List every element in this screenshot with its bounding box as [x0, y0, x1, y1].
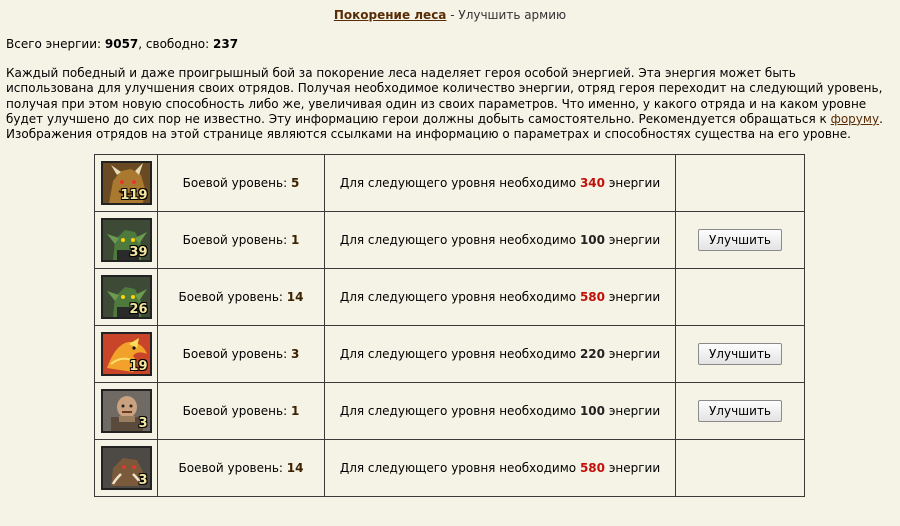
upgrade-button[interactable]: Улучшить: [698, 229, 782, 251]
page-subtitle: Улучшить армию: [458, 8, 567, 22]
level-label: Боевой уровень:: [182, 347, 291, 361]
level-label: Боевой уровень:: [182, 176, 291, 190]
unit-action-cell: [676, 155, 805, 212]
energy-total-value: 9057: [104, 37, 139, 51]
unit-row: [95, 326, 805, 383]
unit-row: [95, 212, 805, 269]
level-label: Боевой уровень:: [178, 290, 287, 304]
unit-portrait-cell: [95, 269, 158, 326]
upgrade-button[interactable]: Улучшить: [698, 343, 782, 365]
requirement-prefix: Для следующего уровня необходимо: [339, 404, 580, 418]
unit-level-cell: [158, 383, 325, 440]
unit-count: 26: [129, 302, 148, 317]
requirement-suffix: энергии: [605, 176, 661, 190]
unit-level-cell: [158, 440, 325, 497]
requirement-suffix: энергии: [605, 347, 661, 361]
energy-total-label: Всего энергии:: [6, 37, 105, 51]
unit-count: 3: [138, 473, 148, 488]
description-part-2: . Изображения отрядов на этой странице являются ссылками на информацию о параметрах и способностях существа на его уровне.: [6, 111, 883, 142]
unit-action-cell: [676, 440, 805, 497]
unit-count: 3: [138, 416, 148, 431]
units-table: [94, 154, 805, 497]
description-text: [6, 66, 886, 142]
required-energy: 100: [579, 233, 605, 247]
unit-portrait-cell: [95, 155, 158, 212]
description-part-1: Каждый победный и даже проигрышный бой за покорение леса наделяет героя особой энергией. Эта энергия может быть использована для улучшения своих отрядов. Получая необходимое количество энергии, отряд героя переходит на следующий уровень, получая при этом новую способность либо же, увеличивая один из своих параметров. Что именно, у какого отряда и на каком уровне будет улучшено до сих пор не известно. Эту информацию герои должны добыть самостоятельно. Рекомендуется обращаться к: [6, 66, 883, 126]
unit-portrait-link[interactable]: [101, 161, 152, 205]
level-value: 5: [290, 176, 300, 190]
unit-row: [95, 155, 805, 212]
unit-requirement-cell: [325, 326, 676, 383]
requirement-prefix: Для следующего уровня необходимо: [339, 176, 580, 190]
requirement-suffix: энергии: [605, 290, 661, 304]
unit-portrait-link[interactable]: [101, 332, 152, 376]
unit-portrait-cell: [95, 212, 158, 269]
location-link[interactable]: Покорение леса: [333, 8, 447, 22]
requirement-suffix: энергии: [605, 233, 661, 247]
unit-portrait-link[interactable]: [101, 218, 152, 262]
unit-portrait-cell: [95, 440, 158, 497]
unit-level-cell: [158, 212, 325, 269]
requirement-prefix: Для следующего уровня необходимо: [339, 347, 580, 361]
unit-row: [95, 440, 805, 497]
requirement-prefix: Для следующего уровня необходимо: [339, 290, 580, 304]
unit-level-cell: [158, 269, 325, 326]
unit-row: [95, 383, 805, 440]
unit-count: 119: [120, 188, 148, 203]
level-value: 14: [286, 290, 304, 304]
unit-action-cell: [676, 212, 805, 269]
requirement-prefix: Для следующего уровня необходимо: [339, 233, 580, 247]
unit-action-cell: [676, 269, 805, 326]
upgrade-button[interactable]: Улучшить: [698, 400, 782, 422]
required-energy: 340: [579, 176, 605, 190]
level-value: 3: [290, 347, 300, 361]
unit-requirement-cell: [325, 269, 676, 326]
unit-portrait-link[interactable]: [101, 275, 152, 319]
requirement-suffix: энергии: [605, 404, 661, 418]
unit-count: 39: [129, 245, 148, 260]
energy-free-label: , свободно:: [138, 37, 214, 51]
level-value: 14: [286, 461, 304, 475]
unit-requirement-cell: [325, 212, 676, 269]
forum-link[interactable]: форуму: [830, 111, 880, 126]
unit-portrait-cell: [95, 383, 158, 440]
energy-free-value: 237: [213, 37, 239, 51]
energy-summary: [6, 37, 238, 51]
unit-portrait-link[interactable]: [101, 389, 152, 433]
unit-portrait-link[interactable]: [101, 446, 152, 490]
required-energy: 220: [579, 347, 605, 361]
page-header: [0, 7, 900, 23]
required-energy: 580: [579, 461, 605, 475]
level-label: Боевой уровень:: [182, 404, 291, 418]
unit-action-cell: [676, 383, 805, 440]
required-energy: 100: [579, 404, 605, 418]
unit-requirement-cell: [325, 383, 676, 440]
unit-row: [95, 269, 805, 326]
unit-action-cell: [676, 326, 805, 383]
unit-count: 19: [129, 359, 148, 374]
level-label: Боевой уровень:: [178, 461, 287, 475]
unit-portrait-cell: [95, 326, 158, 383]
unit-requirement-cell: [325, 440, 676, 497]
level-value: 1: [290, 233, 300, 247]
unit-level-cell: [158, 326, 325, 383]
level-value: 1: [290, 404, 300, 418]
requirement-prefix: Для следующего уровня необходимо: [339, 461, 580, 475]
unit-level-cell: [158, 155, 325, 212]
unit-requirement-cell: [325, 155, 676, 212]
header-separator: -: [446, 8, 459, 22]
level-label: Боевой уровень:: [182, 233, 291, 247]
required-energy: 580: [579, 290, 605, 304]
requirement-suffix: энергии: [605, 461, 661, 475]
